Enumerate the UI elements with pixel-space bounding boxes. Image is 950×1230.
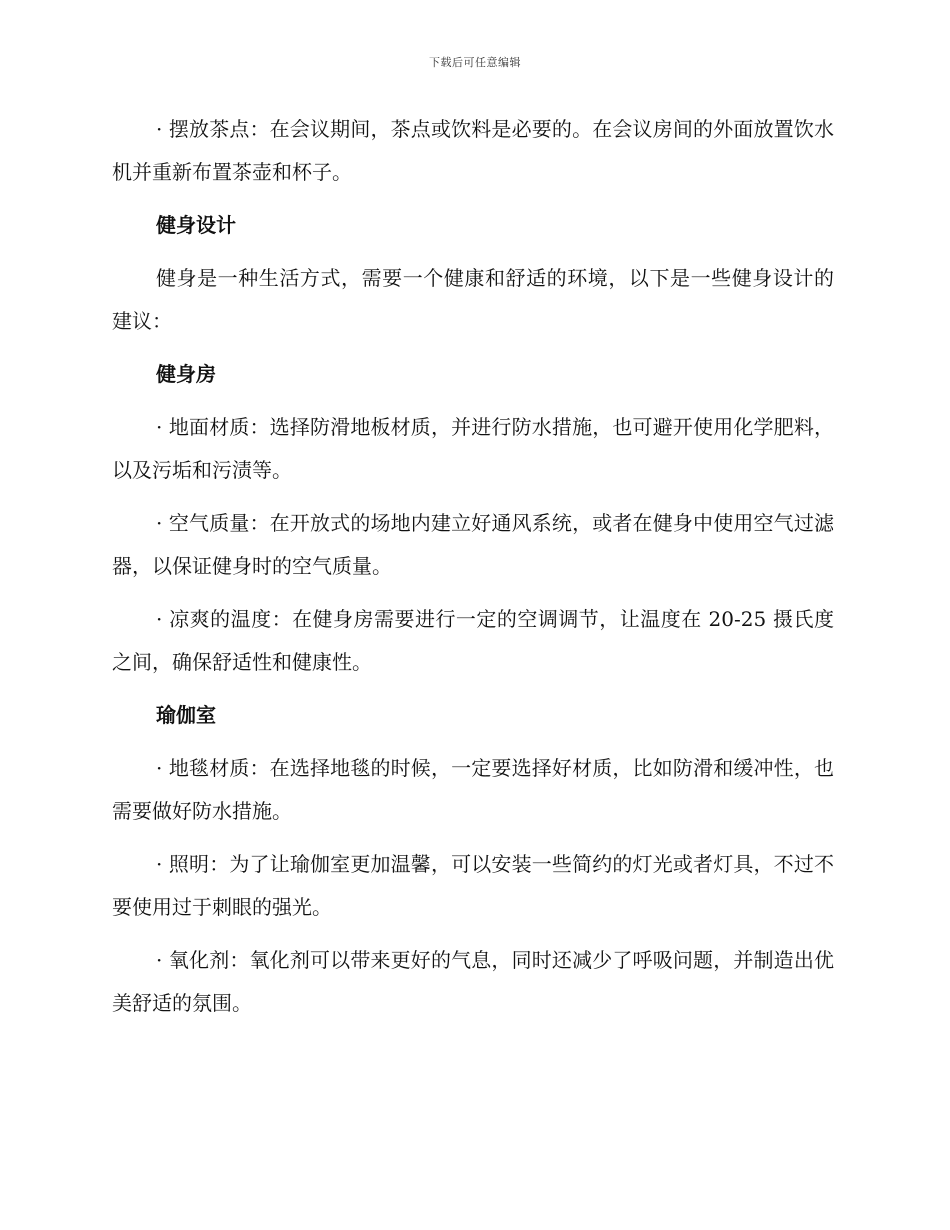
paragraph-floor-material: · 地面材质：选择防滑地板材质，并进行防水措施，也可避开使用化学肥料，以及污垢和污渍等。	[112, 415, 834, 482]
paragraph-refreshments: · 摆放茶点：在会议期间，茶点或饮料是必要的。在会议房间的外面放置饮水机并重新布置茶壶和杯子。	[112, 117, 834, 184]
paragraph-oxidizer: · 氧化剂：氧化剂可以带来更好的气息，同时还减少了呼吸问题，并制造出优美舒适的氛围。	[112, 948, 834, 1015]
paragraph-temperature: · 凉爽的温度：在健身房需要进行一定的空调调节，让温度在 20-25 摄氏度之间，确保舒适性和健康性。	[112, 607, 834, 674]
paragraph-air-quality: · 空气质量：在开放式的场地内建立好通风系统，或者在健身中使用空气过滤器，以保证健身时的空气质量。	[112, 511, 834, 578]
document-body	[112, 108, 834, 1035]
heading-yoga-room: 瑜伽室	[156, 703, 216, 727]
paragraph-lighting: · 照明：为了让瑜伽室更加温馨，可以安装一些简约的灯光或者灯具，不过不要使用过于刺眼的强光。	[112, 852, 834, 919]
heading-gym: 健身房	[156, 362, 216, 386]
heading-fitness-design: 健身设计	[156, 213, 236, 237]
page-header-note: 下载后可任意编辑	[429, 56, 521, 69]
paragraph-fitness-intro: 健身是一种生活方式，需要一个健康和舒适的环境，以下是一些健身设计的建议：	[112, 266, 834, 333]
paragraph-carpet-material: · 地毯材质：在选择地毯的时候，一定要选择好材质，比如防滑和缓冲性，也需要做好防水措施。	[112, 756, 834, 823]
